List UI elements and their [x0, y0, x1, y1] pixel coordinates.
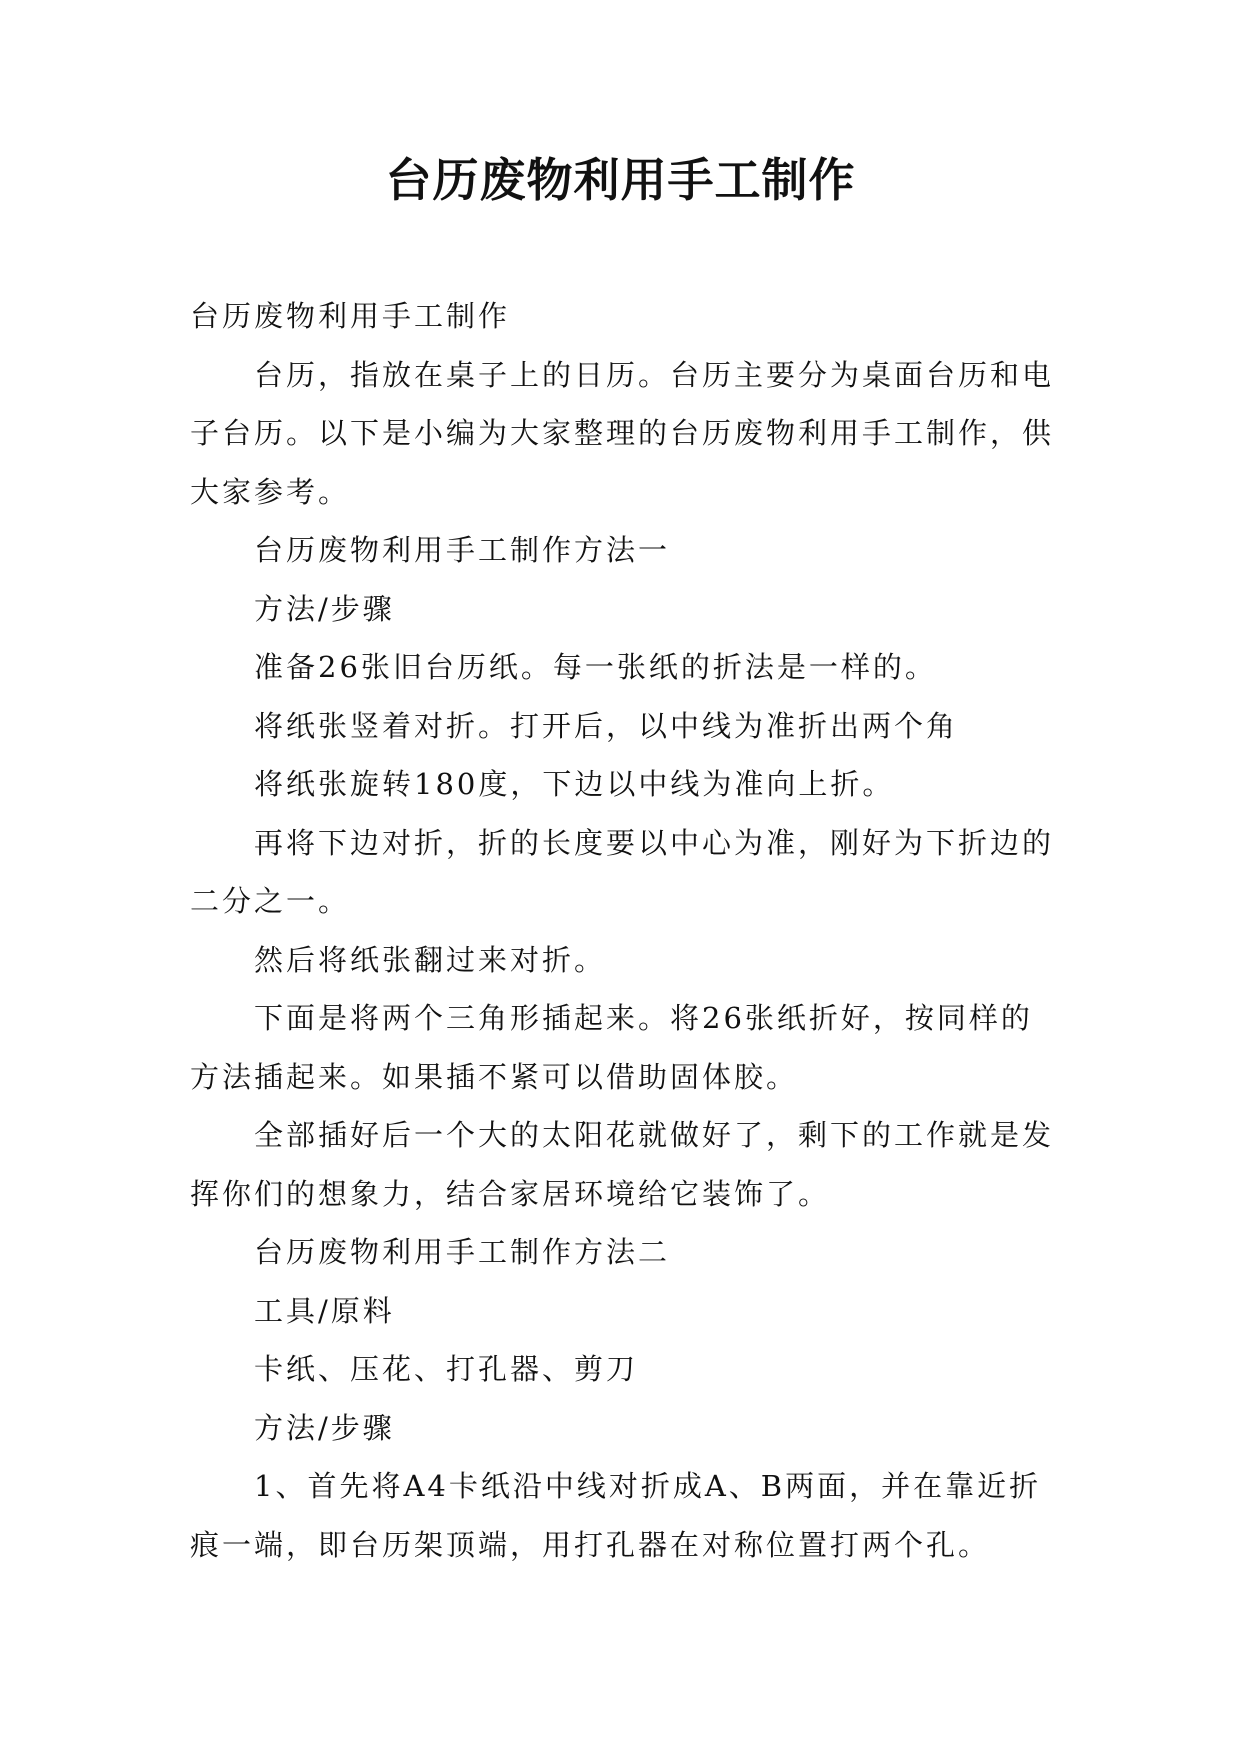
step-paragraph: 准备26张旧台历纸。每一张纸的折法是一样的。 — [254, 650, 937, 684]
body-heading: 台历废物利用手工制作 — [190, 299, 511, 333]
step-paragraph: 将纸张竖着对折。打开后，以中线为准折出两个角 — [254, 708, 959, 743]
section-heading-method-1: 台历废物利用手工制作方法一 — [254, 533, 671, 567]
tools-list: 卡纸、压花、打孔器、剪刀 — [254, 1352, 639, 1386]
subheading-tools: 工具/原料 — [254, 1293, 395, 1328]
step-paragraph: 将纸张旋转180度，下边以中线为准向上折。 — [254, 767, 895, 801]
subheading-steps: 方法/步骤 — [254, 1410, 395, 1445]
document-body — [190, 287, 1055, 1574]
step-paragraph: 然后将纸张翻过来对折。 — [254, 942, 607, 977]
step-paragraph: 全部插好后一个大的太阳花就做好了，剩下的工作就是发挥你们的想象力，结合家居环境给它装饰了。 — [190, 1118, 1055, 1211]
document-title: 台历废物利用手工制作 — [385, 153, 856, 207]
section-heading-method-2: 台历废物利用手工制作方法二 — [254, 1235, 671, 1269]
paragraph-intro: 台历，指放在桌子上的日历。台历主要分为桌面台历和电子台历。以下是小编为大家整理的台历废物利用手工制作，供大家参考。 — [190, 357, 1055, 509]
subheading-steps: 方法/步骤 — [254, 591, 395, 626]
step-paragraph: 再将下边对折，折的长度要以中心为准，刚好为下折边的二分之一。 — [190, 825, 1055, 918]
step-paragraph: 1、首先将A4卡纸沿中线对折成A、B两面，并在靠近折痕一端，即台历架顶端，用打孔器在对称位置打两个孔。 — [190, 1469, 1042, 1562]
step-paragraph: 下面是将两个三角形插起来。将26张纸折好，按同样的方法插起来。如果插不紧可以借助固体胶。 — [190, 1001, 1033, 1094]
